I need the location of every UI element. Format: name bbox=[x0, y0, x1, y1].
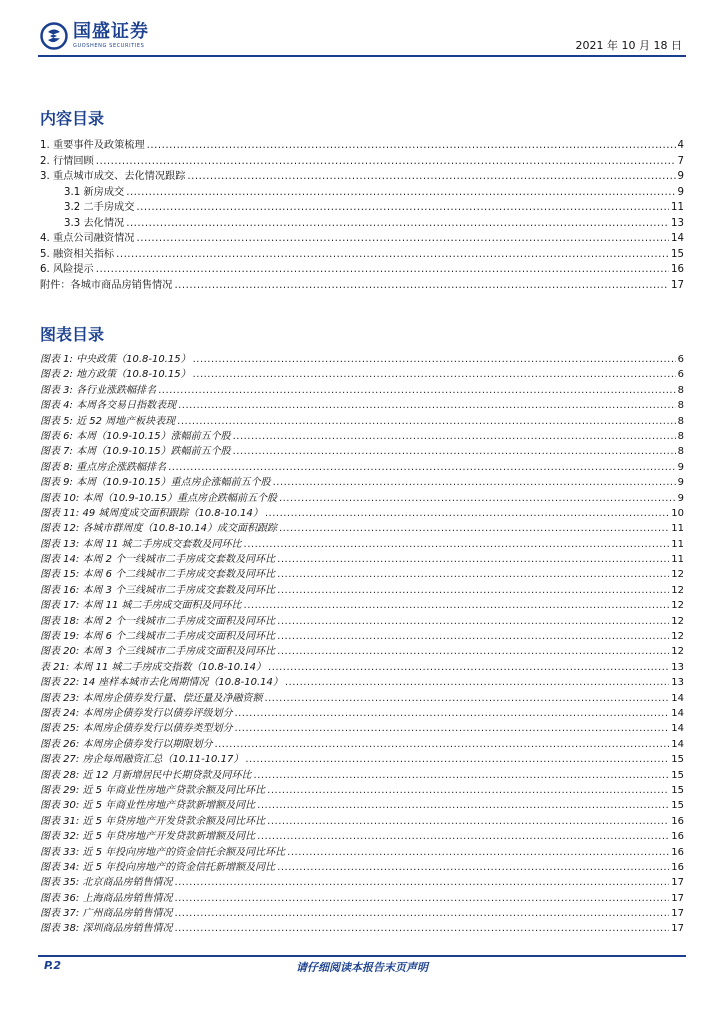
report-date: 2021 年 10 月 18 日 bbox=[575, 39, 682, 52]
dot-leader bbox=[116, 247, 669, 263]
figure-entry[interactable] bbox=[40, 752, 684, 767]
dot-leader bbox=[273, 475, 676, 490]
dot-leader bbox=[277, 552, 669, 567]
entry-page-number: 15 bbox=[671, 800, 684, 812]
entry-label: 图表 20: 本周 3 个三线城市二手房成交面积及同环比 bbox=[40, 646, 276, 658]
entry-label: 2. 行情回顾 bbox=[40, 155, 94, 167]
figure-entry[interactable] bbox=[40, 660, 684, 675]
dot-leader bbox=[267, 814, 669, 829]
entry-page-number: 7 bbox=[677, 155, 684, 167]
figure-entry[interactable] bbox=[40, 583, 684, 598]
entry-page-number: 8 bbox=[677, 430, 684, 442]
entry-label: 图表 31: 近 5 年贷房地产开发贷款余额及同比环比 bbox=[40, 815, 266, 827]
dot-leader bbox=[193, 352, 676, 367]
figure-entry[interactable] bbox=[40, 367, 684, 382]
entry-label: 图表 16: 本周 3 个三线城市二手房成交套数及同环比 bbox=[40, 584, 276, 596]
figure-entry[interactable] bbox=[40, 429, 684, 444]
entry-page-number: 14 bbox=[671, 707, 684, 719]
dot-leader bbox=[254, 768, 670, 783]
dot-leader bbox=[233, 444, 676, 459]
entry-label: 图表 37: 广州商品房销售情况 bbox=[40, 908, 173, 920]
dot-leader bbox=[136, 200, 669, 216]
entry-page-number: 9 bbox=[677, 186, 684, 198]
entry-page-number: 12 bbox=[671, 600, 684, 612]
entry-label: 图表 13: 本周 11 城二手房成交套数及同环比 bbox=[40, 538, 242, 550]
figures-list bbox=[40, 352, 684, 937]
dot-leader bbox=[244, 537, 670, 552]
entry-page-number: 11 bbox=[671, 538, 684, 550]
contents-title: 内容目录 bbox=[40, 109, 105, 128]
dot-leader bbox=[277, 644, 669, 659]
entry-page-number: 14 bbox=[671, 738, 684, 750]
dot-leader bbox=[268, 660, 669, 675]
figure-entry[interactable] bbox=[40, 629, 684, 644]
page-header bbox=[38, 18, 686, 54]
entry-label: 图表 1: 中央政策（10.8-10.15） bbox=[40, 354, 191, 365]
entry-label: 图表 26: 本周房企债券发行以期限划分 bbox=[40, 738, 213, 750]
entry-label: 3.3 去化情况 bbox=[64, 217, 125, 229]
entry-page-number: 17 bbox=[671, 908, 684, 920]
figure-entry[interactable] bbox=[40, 521, 684, 536]
figure-entry[interactable] bbox=[40, 506, 684, 521]
dot-leader bbox=[234, 721, 669, 736]
entry-page-number: 12 bbox=[671, 631, 684, 643]
entry-label: 图表 34: 近 5 年投向房地产的资金信托新增额及同比 bbox=[40, 861, 276, 873]
entry-page-number: 12 bbox=[671, 584, 684, 596]
dot-leader bbox=[174, 921, 669, 936]
figure-entry[interactable] bbox=[40, 552, 684, 567]
entry-label: 图表 30: 近 5 年商业性房地产贷款新增额及同比 bbox=[40, 800, 256, 812]
entry-page-number: 17 bbox=[671, 877, 684, 889]
figure-entry[interactable] bbox=[40, 644, 684, 659]
figure-entry[interactable] bbox=[40, 875, 684, 890]
footer-disclaimer: 请仔细阅读本报告末页声明 bbox=[296, 961, 428, 974]
figure-entry[interactable] bbox=[40, 891, 684, 906]
figure-entry[interactable] bbox=[40, 444, 684, 459]
contents-entry[interactable] bbox=[40, 185, 684, 201]
figure-entry[interactable] bbox=[40, 537, 684, 552]
entry-page-number: 9 bbox=[677, 492, 684, 504]
contents-entry[interactable] bbox=[40, 154, 684, 170]
dot-leader bbox=[277, 860, 669, 875]
entry-page-number: 8 bbox=[677, 400, 684, 412]
figure-entry[interactable] bbox=[40, 798, 684, 813]
dot-leader bbox=[277, 567, 669, 582]
entry-page-number: 17 bbox=[671, 923, 684, 935]
entry-page-number: 8 bbox=[677, 446, 684, 458]
figure-entry[interactable] bbox=[40, 383, 684, 398]
figure-entry[interactable] bbox=[40, 845, 684, 860]
figure-entry[interactable] bbox=[40, 829, 684, 844]
entry-page-number: 13 bbox=[671, 677, 684, 689]
entry-label: 图表 19: 本周 6 个二线城市二手房成交面积及同环比 bbox=[40, 631, 276, 643]
entry-label: 图表 22: 14 座样本城市去化周期情况（10.8-10.14） bbox=[40, 677, 283, 689]
entry-page-number: 14 bbox=[671, 233, 684, 244]
figure-entry[interactable] bbox=[40, 737, 684, 752]
dot-leader bbox=[245, 752, 669, 767]
entry-page-number: 9 bbox=[677, 477, 684, 489]
contents-entry[interactable] bbox=[40, 247, 684, 263]
entry-label: 图表 11: 49 城周度成交面积跟踪（10.8-10.14） bbox=[40, 507, 263, 519]
contents-entry[interactable] bbox=[40, 216, 684, 232]
logo-chinese-name: 国盛证券 bbox=[73, 21, 149, 42]
entry-label: 图表 17: 本周 11 城二手房成交面积及同环比 bbox=[40, 600, 242, 612]
entry-page-number: 10 bbox=[671, 507, 684, 519]
dot-leader bbox=[174, 875, 669, 890]
entry-page-number: 17 bbox=[671, 892, 684, 904]
entry-label: 图表 28: 近 12 月新增居民中长期贷款及同环比 bbox=[40, 769, 252, 781]
dot-leader bbox=[277, 583, 669, 598]
dot-leader bbox=[279, 521, 669, 536]
entry-page-number: 11 bbox=[671, 523, 684, 535]
entry-page-number: 15 bbox=[671, 754, 684, 766]
figure-entry[interactable] bbox=[40, 460, 684, 475]
dot-leader bbox=[279, 491, 676, 506]
dot-leader bbox=[257, 829, 669, 844]
entry-page-number: 9 bbox=[677, 171, 684, 182]
figure-entry[interactable] bbox=[40, 906, 684, 921]
footer-divider bbox=[38, 955, 686, 957]
dot-leader bbox=[244, 598, 670, 613]
figure-entry[interactable] bbox=[40, 598, 684, 613]
dot-leader bbox=[178, 398, 676, 413]
entry-label: 3.2 二手房成交 bbox=[64, 202, 135, 213]
dot-leader bbox=[96, 154, 676, 170]
dot-leader bbox=[265, 506, 669, 521]
dot-leader bbox=[277, 614, 669, 629]
dot-leader bbox=[257, 798, 669, 813]
entry-page-number: 9 bbox=[677, 461, 684, 473]
dot-leader bbox=[147, 138, 676, 154]
logo-english-name: GUOSHENG SECURITIES bbox=[73, 43, 145, 49]
figure-entry[interactable] bbox=[40, 921, 684, 936]
entry-page-number: 15 bbox=[671, 784, 684, 796]
entry-label: 图表 29: 近 5 年商业性房地产贷款余额及同比环比 bbox=[40, 784, 266, 796]
entry-page-number: 15 bbox=[671, 769, 684, 781]
entry-page-number: 16 bbox=[671, 846, 684, 858]
entry-label: 图表 5: 近 52 周地产板块表现 bbox=[40, 415, 176, 427]
figure-entry[interactable] bbox=[40, 567, 684, 582]
dot-leader bbox=[193, 367, 676, 382]
entry-label: 图表 27: 房企每周融资汇总（10.11-10.17） bbox=[40, 754, 244, 766]
entry-page-number: 12 bbox=[671, 615, 684, 627]
entry-page-number: 13 bbox=[671, 217, 684, 229]
dot-leader bbox=[174, 891, 669, 906]
entry-page-number: 16 bbox=[671, 815, 684, 827]
figure-entry[interactable] bbox=[40, 614, 684, 629]
entry-label: 图表 4: 本周各交易日指数表现 bbox=[40, 400, 177, 412]
entry-label: 图表 6: 本周（10.9-10.15）涨幅前五个股 bbox=[40, 430, 231, 442]
entry-page-number: 4 bbox=[677, 140, 684, 151]
figure-entry[interactable] bbox=[40, 721, 684, 736]
entry-page-number: 14 bbox=[671, 723, 684, 735]
dot-leader bbox=[234, 706, 669, 721]
entry-label: 图表 38: 深圳商品房销售情况 bbox=[40, 923, 173, 935]
figure-entry[interactable] bbox=[40, 414, 684, 429]
dot-leader bbox=[96, 262, 669, 278]
entry-page-number: 12 bbox=[671, 569, 684, 581]
logo-mark-icon bbox=[40, 22, 68, 50]
entry-label: 图表 25: 本周房企债券发行以债券类型划分 bbox=[40, 723, 233, 735]
figure-entry[interactable] bbox=[40, 768, 684, 783]
entry-label: 图表 24: 本周房企债券发行以债券评级划分 bbox=[40, 707, 233, 719]
dot-leader bbox=[233, 429, 676, 444]
entry-page-number: 13 bbox=[671, 661, 684, 673]
entry-label: 图表 2: 地方政策（10.8-10.15） bbox=[40, 369, 191, 381]
page-number: P.2 bbox=[44, 959, 62, 972]
contents-entry[interactable] bbox=[40, 200, 684, 216]
contents-list bbox=[40, 138, 684, 293]
entry-label: 5. 融资相关指标 bbox=[40, 248, 115, 260]
dot-leader bbox=[214, 737, 669, 752]
entry-page-number: 16 bbox=[671, 861, 684, 873]
entry-label: 图表 3: 各行业涨跌幅排名 bbox=[40, 384, 157, 396]
entry-label: 图表 10: 本周（10.9-10.15）重点房企跌幅前五个股 bbox=[40, 492, 277, 504]
entry-label: 表 21: 本周 11 城二手房成交指数（10.8-10.14） bbox=[40, 661, 267, 673]
entry-label: 图表 8: 重点房企涨跌幅排名 bbox=[40, 461, 167, 473]
figure-entry[interactable] bbox=[40, 860, 684, 875]
entry-label: 图表 12: 各城市群周度（10.8-10.14）成交面积跟踪 bbox=[40, 523, 277, 535]
dot-leader bbox=[136, 231, 669, 247]
entry-label: 3. 重点城市成交、去化情况跟踪 bbox=[40, 171, 186, 182]
entry-page-number: 17 bbox=[671, 279, 684, 291]
figure-entry[interactable] bbox=[40, 783, 684, 798]
entry-page-number: 14 bbox=[671, 692, 684, 704]
figure-entry[interactable] bbox=[40, 675, 684, 690]
contents-entry[interactable] bbox=[40, 169, 684, 185]
dot-leader bbox=[126, 185, 675, 201]
dot-leader bbox=[277, 629, 669, 644]
figure-entry[interactable] bbox=[40, 491, 684, 506]
dot-leader bbox=[174, 906, 669, 921]
dot-leader bbox=[267, 783, 669, 798]
figure-entry[interactable] bbox=[40, 706, 684, 721]
contents-entry[interactable] bbox=[40, 138, 684, 154]
entry-page-number: 16 bbox=[671, 264, 684, 275]
contents-entry[interactable] bbox=[40, 231, 684, 247]
figure-entry[interactable] bbox=[40, 352, 684, 367]
entry-page-number: 11 bbox=[671, 554, 684, 566]
dot-leader bbox=[187, 169, 675, 185]
figure-entry[interactable] bbox=[40, 398, 684, 413]
entry-label: 6. 风险提示 bbox=[40, 264, 94, 275]
entry-page-number: 12 bbox=[671, 646, 684, 658]
entry-label: 图表 9: 本周（10.9-10.15）重点房企涨幅前五个股 bbox=[40, 477, 271, 489]
entry-label: 图表 32: 近 5 年贷房地产开发贷款新增额及同比 bbox=[40, 831, 256, 843]
entry-label: 图表 7: 本周（10.9-10.15）跌幅前五个股 bbox=[40, 446, 231, 458]
figures-title: 图表目录 bbox=[40, 325, 105, 344]
entry-label: 图表 15: 本周 6 个二线城市二手房成交套数及同环比 bbox=[40, 569, 276, 581]
entry-label: 图表 18: 本周 2 个一线城市二手房成交面积及同环比 bbox=[40, 615, 276, 627]
dot-leader bbox=[174, 278, 669, 294]
company-logo bbox=[40, 22, 149, 50]
entry-label: 3.1 新房成交 bbox=[64, 186, 125, 198]
entry-page-number: 6 bbox=[677, 369, 684, 381]
figure-entry[interactable] bbox=[40, 814, 684, 829]
entry-label: 1. 重要事件及政策梳理 bbox=[40, 140, 145, 151]
entry-label: 图表 14: 本周 2 个一线城市二手房成交套数及同环比 bbox=[40, 554, 276, 566]
entry-label: 图表 36: 上海商品房销售情况 bbox=[40, 892, 173, 904]
entry-page-number: 8 bbox=[677, 415, 684, 427]
entry-label: 图表 33: 近 5 年投向房地产的资金信托余额及同比环比 bbox=[40, 846, 286, 858]
dot-leader bbox=[177, 414, 675, 429]
dot-leader bbox=[285, 675, 669, 690]
figure-entry[interactable] bbox=[40, 691, 684, 706]
entry-page-number: 8 bbox=[677, 384, 684, 396]
dot-leader bbox=[158, 383, 676, 398]
dot-leader bbox=[126, 216, 669, 232]
dot-leader bbox=[287, 845, 669, 860]
entry-label: 图表 23: 本周房企债券发行量、偿还量及净融资额 bbox=[40, 692, 263, 704]
entry-label: 4. 重点公司融资情况 bbox=[40, 233, 135, 244]
entry-page-number: 16 bbox=[671, 831, 684, 843]
figure-entry[interactable] bbox=[40, 475, 684, 490]
contents-entry[interactable] bbox=[40, 278, 684, 294]
header-divider bbox=[38, 55, 686, 57]
contents-entry[interactable] bbox=[40, 262, 684, 278]
entry-label: 图表 35: 北京商品房销售情况 bbox=[40, 877, 173, 889]
entry-label: 附件：各城市商品房销售情况 bbox=[40, 279, 173, 291]
entry-page-number: 11 bbox=[671, 202, 684, 213]
entry-page-number: 6 bbox=[677, 354, 684, 365]
dot-leader bbox=[168, 460, 676, 475]
dot-leader bbox=[264, 691, 669, 706]
entry-page-number: 15 bbox=[671, 248, 684, 260]
